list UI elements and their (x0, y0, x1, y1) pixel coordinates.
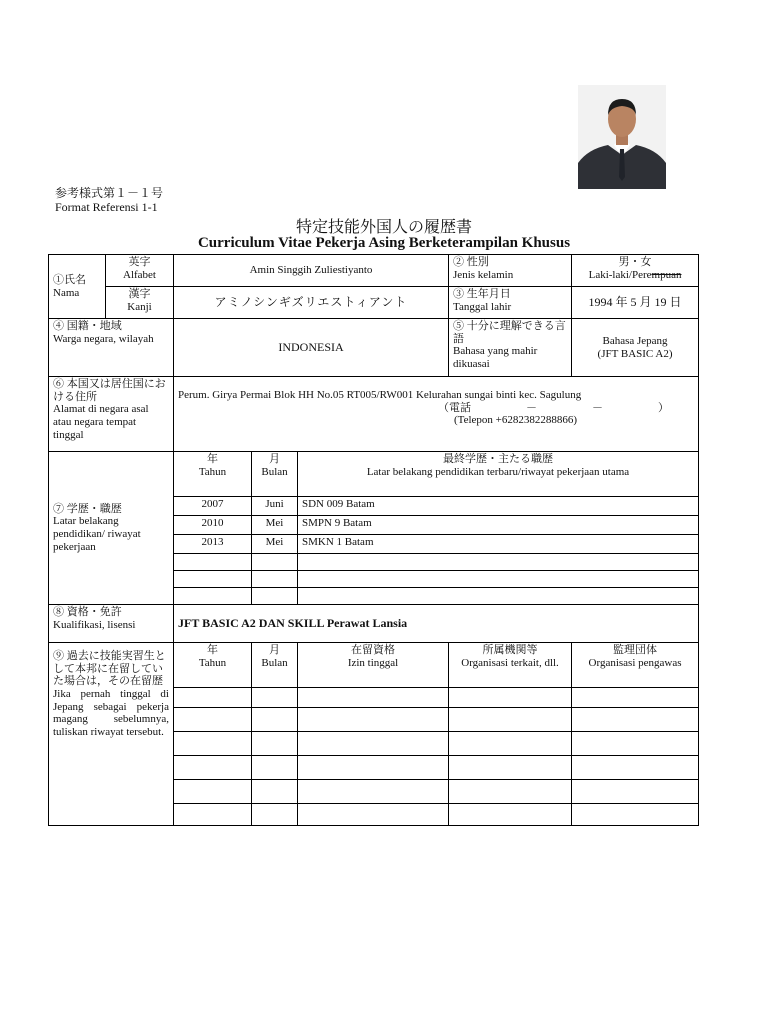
language-value-cell (572, 319, 699, 377)
applicant-photo (578, 85, 666, 189)
reference-format-jp: 参考様式第１－１号 (55, 186, 164, 200)
trainee-col-org (449, 643, 572, 688)
nationality-label-id: Warga negara, wilayah (53, 332, 154, 345)
trainee-col-month-jp: 月 (269, 644, 280, 656)
name-alfabet-value: Amin Singgih Zuliestiyanto (174, 255, 449, 287)
kanji-label-jp: 漢字 (128, 288, 151, 300)
trainee-col-month-id: Bulan (261, 656, 288, 669)
trainee-col-org-jp: 所属機関等 (482, 644, 538, 656)
language-value-1: Bahasa Jepang (602, 334, 668, 347)
edu-row-month: Mei (252, 535, 298, 554)
trainee-label-jp: ⑨ 過去に技能実習生として本邦に在留していた場合は，その在留歴 (53, 650, 166, 688)
address-label-id: Alamat di negara asal atau negara tempat tinggal (53, 403, 149, 441)
address-value: Perum. Girya Permai Blok HH No.05 RT005/RW001 Kelurahan sungai binti kec. Sagulung (178, 389, 582, 401)
name-label-cell (49, 255, 106, 319)
reference-format-id: Format Referensi 1-1 (55, 200, 158, 214)
trainee-label-cell (49, 643, 174, 826)
trainee-col-supervisor-jp: 監理団体 (613, 644, 658, 656)
alfabet-label-cell (106, 255, 174, 287)
trainee-col-year (174, 643, 252, 688)
language-label-id: Bahasa yang mahir dikuasai (453, 345, 538, 370)
nationality-label-cell (49, 319, 174, 377)
trainee-col-supervisor-id: Organisasi pengawas (588, 656, 682, 669)
name-label-id: Nama (53, 286, 80, 299)
kanji-label-cell (106, 287, 174, 319)
address-phone-id: (Telepon +6282382288866) (454, 414, 578, 427)
edu-col-desc-id: Latar belakang pendidikan terbaru/riwayat pekerjaan utama (366, 465, 630, 478)
gender-value-male: Laki-laki/Pere (588, 268, 652, 281)
trainee-col-org-id: Organisasi terkait, dll. (461, 656, 559, 669)
gender-label-id: Jenis kelamin (453, 268, 514, 281)
gender-value (576, 269, 694, 282)
name-label-jp: ①氏名 (53, 273, 86, 286)
trainee-col-year-id: Tahun (198, 656, 227, 669)
edu-row-desc: SDN 009 Batam (298, 497, 699, 516)
edu-row-month: Mei (252, 516, 298, 535)
birth-label-jp: ③ 生年月日 (453, 288, 511, 300)
title-id: Curriculum Vitae Pekerja Asing Berketerampilan Khusus (197, 235, 571, 251)
gender-label-cell (449, 255, 572, 287)
trainee-col-month (252, 643, 298, 688)
trainee-col-status (298, 643, 449, 688)
trainee-col-year-jp: 年 (207, 644, 218, 656)
edu-col-month-jp: 月 (269, 453, 280, 465)
qualification-label-id: Kualifikasi, lisensi (53, 618, 136, 631)
edu-row-year: 2010 (174, 516, 252, 535)
education-label-cell (49, 452, 174, 605)
edu-col-desc-jp: 最終学歴・主たる職歴 (443, 453, 554, 465)
address-label-jp: ⑥ 本国又は居住国における住所 (53, 378, 166, 403)
gender-options-jp: 男・女 (618, 256, 652, 268)
edu-col-month-id: Bulan (261, 465, 288, 478)
birth-value: 1994 年 5 月 19 日 (572, 287, 699, 319)
alfabet-label-jp: 英字 (128, 256, 151, 268)
kanji-label-id: Kanji (127, 300, 152, 313)
qualification-label-jp: ⑧ 資格・免許 (53, 606, 122, 618)
alfabet-label-id: Alfabet (123, 268, 156, 281)
name-kanji-value: アミノシンギズリエストィアント (174, 287, 449, 319)
birth-label-cell (449, 287, 572, 319)
edu-row-desc: SMKN 1 Batam (298, 535, 699, 554)
edu-col-desc (298, 452, 699, 497)
education-label-jp: ⑦ 学歴・職歴 (53, 502, 122, 515)
qualification-value: JFT BASIC A2 DAN SKILL Perawat Lansia (174, 605, 699, 643)
edu-row-month: Juni (252, 497, 298, 516)
education-label-id: Latar belakang pendidikan/ riwayat pekerjaan (53, 515, 141, 553)
address-label-cell (49, 377, 174, 452)
birth-label-id: Tanggal lahir (453, 300, 512, 313)
address-phone-jp: （電話 － － ） (438, 401, 669, 414)
trainee-col-status-jp: 在留資格 (351, 644, 396, 656)
trainee-col-status-id: Izin tinggal (347, 656, 399, 669)
edu-col-year (174, 452, 252, 497)
trainee-col-supervisor (572, 643, 699, 688)
gender-value-cell (572, 255, 699, 287)
edu-col-year-jp: 年 (207, 453, 218, 465)
language-value-2: (JFT BASIC A2) (597, 347, 673, 360)
language-label-cell (449, 319, 572, 377)
cv-form-table (48, 254, 699, 826)
edu-row-year: 2013 (174, 535, 252, 554)
trainee-label-id: Jika pernah tinggal di Jepang sebagai pekerja magang sebelumnya, tuliskan riwayat tersebut. (53, 687, 169, 738)
title-jp: 特定技能外国人の履歴書 (295, 219, 472, 236)
address-value-cell (174, 377, 699, 452)
qualification-label-cell (49, 605, 174, 643)
edu-row-desc: SMPN 9 Batam (298, 516, 699, 535)
edu-row-year: 2007 (174, 497, 252, 516)
edu-col-month (252, 452, 298, 497)
nationality-label-jp: ④ 国籍・地域 (53, 320, 122, 332)
gender-value-female-struck: mpuan (651, 268, 682, 281)
edu-col-year-id: Tahun (198, 465, 227, 478)
nationality-value: INDONESIA (174, 319, 449, 377)
gender-label-jp: ② 性別 (453, 256, 489, 268)
language-label-jp: ⑤ 十分に理解できる言語 (453, 320, 566, 345)
